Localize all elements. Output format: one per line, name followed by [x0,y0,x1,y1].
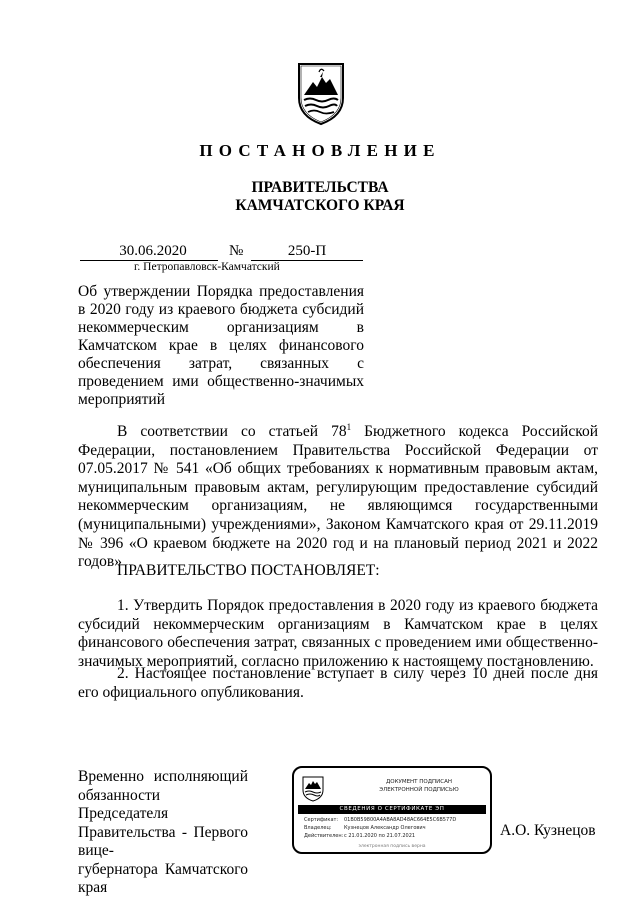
stamp-row-owner [304,824,488,832]
kamchatka-coat-of-arms-icon [296,62,346,126]
electronic-signature-stamp [292,766,492,854]
preamble-text: В соответствии со статьей 78 [117,423,347,440]
preamble-paragraph [78,423,598,572]
stamp-label: Сертификат: [304,817,339,823]
stamp-coat-of-arms-icon [302,776,324,802]
org-line: ПРАВИТЕЛЬСТВА [251,179,389,196]
stamp-value: с 21.01.2020 по 21.07.2021 [344,833,416,839]
stamp-value: Кузнецов Александр Олегович [344,825,426,831]
stamp-label: Владелец: [304,825,332,831]
stamp-label: Действителен: [304,833,344,839]
position-line: Правительства - Первого вице- [78,823,248,859]
decree-item-1: 1. Утвердить Порядок предоставления в 2020 году из краевого бюджета субсидий некоммерческим организациям в Камчатском крае в целях финансового обеспечения затрат, связанных с проведением ими общественно-значимых мероприятий, согласно приложению к настоящему постановлению. [78,597,598,670]
stamp-heading-line: ДОКУМЕНТ ПОДПИСАН [385,779,453,785]
preamble-text-continued: Бюджетного кодекса Российской Федерации, постановлением Правительства Российской Федерации от 07.05.2017 № 541 «Об общих требованиях к нормативным правовым актам, муниципальным правовым актам, регулирующим предоставление субсидий некоммерческим организациям, не являющимся государственными (муниципальными) учреждениями», Законом Камчатского края от 29.11.2019 № 396 «О краевом бюджете на 2020 год и на плановый период 2021 и 2022 годов» [78,423,599,571]
position-line: обязанности Председателя [78,786,169,822]
stamp-footer: электронная подпись верна [358,844,426,849]
stamp-certificate-details [304,816,488,840]
stamp-heading-line: ЭЛЕКТРОННОЙ ПОДПИСЬЮ [379,786,459,793]
stamp-heading [354,779,484,794]
org-line: КАМЧАТСКОГО КРАЯ [235,197,405,214]
decree-item-2: 2. Настоящее постановление вступает в силу через 10 дней после дня его официального опубликования. [78,665,598,701]
issuing-organization [0,179,640,215]
document-number: 250-П [251,242,363,261]
document-subject: Об утверждении Порядка предоставления в 2020 году из краевого бюджета субсидий некоммерческим организациям в Камчатском крае в целях финансового обеспечения затрат, связанных с проведением ими общественно-значимых мероприятий [78,283,364,408]
article-superscript: 1 [346,421,352,432]
stamp-row-certificate [304,816,488,824]
position-line: губернатора Камчатского края [78,860,248,896]
stamp-row-validity [304,832,488,840]
document-title: ПОСТАНОВЛЕНИЕ [199,141,441,160]
decree-heading: ПРАВИТЕЛЬСТВО ПОСТАНОВЛЯЕТ: [117,562,380,579]
stamp-value: 01B0B59800A4ABA8AD48AC664E5C6B577D [344,817,457,823]
position-line: Временно исполняющий [78,768,248,785]
signatory-position [78,768,248,898]
document-city: г. Петропавловск-Камчатский [134,261,280,273]
document-date: 30.06.2020 [80,242,218,261]
stamp-certificate-bar: СВЕДЕНИЯ О СЕРТИФИКАТЕ ЭП [298,805,486,814]
signatory-name: А.О. Кузнецов [500,822,596,839]
number-sign: № [229,243,244,259]
